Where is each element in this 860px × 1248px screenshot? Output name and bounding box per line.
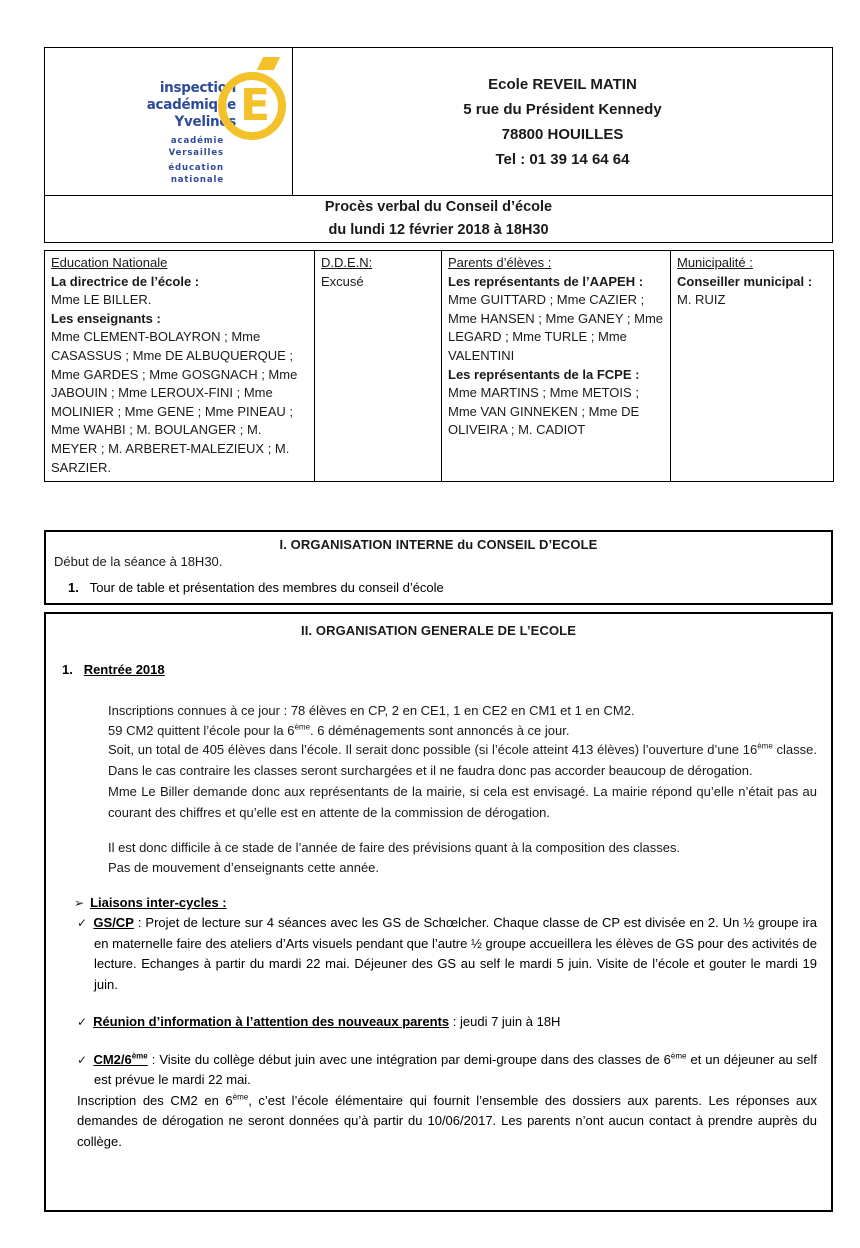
rentree-line-2-b: . 6 déménagements sont annoncés à ce jour. bbox=[310, 722, 570, 738]
logo-versailles-text: Versailles bbox=[168, 147, 224, 158]
cm2-l2-sup: ème bbox=[232, 1092, 249, 1102]
section-2-item-1-heading bbox=[56, 660, 821, 679]
spacer-before-reunion bbox=[56, 995, 821, 1012]
meeting-title: Procès verbal du Conseil d’école bbox=[324, 199, 553, 215]
rentree-line-1: Inscriptions connues à ce jour : 78 élèves en CP, 2 en CE1, 1 en CE2 en CM1 et 1 en CM2. bbox=[108, 703, 635, 718]
rentree-paragraph-3-line-2: Pas de mouvement d’enseignants cette année. bbox=[108, 859, 380, 875]
logo-academie-block bbox=[61, 136, 224, 159]
logo-academie-text: académie bbox=[170, 136, 224, 146]
paragraph-gap bbox=[108, 823, 817, 838]
rentree-line-3-a: Soit, un total de 405 élèves dans l’école. Il serait donc possible (si l’école atteint 413 élèves) l’ouverture d’une 16 bbox=[108, 742, 758, 757]
section-1-start-line: Début de la séance à 18H30. bbox=[54, 554, 223, 569]
school-phone: Tel : 01 39 14 64 64 bbox=[495, 150, 630, 168]
liaisons-title: Liaisons inter-cycles : bbox=[90, 895, 227, 910]
reunion-label: Réunion d’information à l’attention des nouveaux parents bbox=[93, 1014, 450, 1029]
rentree-paragraph-3-line-1: Il est donc difficile à ce stade de l’année de faire des prévisions quant à la composition des classes. bbox=[108, 840, 681, 855]
rentree-line-3-b: classe. Dans le cas contraire les classes seront surchargées et il ne faudra donc pas accorder beaucoup de dérogation. bbox=[108, 742, 817, 778]
spacer-before-liaisons bbox=[56, 877, 821, 893]
attendees-education-nationale-cell bbox=[45, 251, 315, 482]
logo-cell bbox=[45, 48, 293, 196]
col4-value: M. RUIZ bbox=[677, 292, 726, 308]
section-2-title: II. ORGANISATION GENERALE DE L’ECOLE bbox=[301, 623, 576, 638]
col3-heading: Parents d’élèves : bbox=[448, 255, 552, 270]
rentree-line-3-sup: ème bbox=[757, 741, 773, 751]
rentree-line-2-a: 59 CM2 quittent l’école pour la 6 bbox=[108, 722, 295, 738]
rentree-line-2 bbox=[108, 721, 817, 741]
section-2-box bbox=[44, 612, 833, 1212]
attendees-parents-cell bbox=[442, 251, 671, 482]
logo-education-text: éducation bbox=[168, 163, 224, 173]
cm2-label-a: CM2/6 bbox=[93, 1051, 132, 1067]
gscp-label: GS/CP bbox=[93, 915, 134, 930]
attendees-row bbox=[45, 251, 834, 482]
cm2-l2-a: Inscription des CM2 en 6 bbox=[77, 1092, 233, 1108]
cm2-text-sup: ème bbox=[670, 1051, 687, 1061]
col4-heading: Municipalité : bbox=[677, 255, 753, 270]
col1-subheading-enseignants: Les enseignants : bbox=[51, 310, 161, 326]
col2-value: Excusé bbox=[321, 273, 364, 289]
liaison-reunion-item bbox=[56, 1012, 817, 1033]
cm2-text-a: : Visite du collège début juin avec une intégration par demi-groupe dans des classes de 6 bbox=[147, 1051, 671, 1067]
meeting-date: du lundi 12 février 2018 à 18H30 bbox=[328, 222, 549, 238]
check-bullet-icon-reunion: ✓ bbox=[77, 1015, 88, 1029]
section-1-item-1-number: 1. bbox=[68, 579, 79, 595]
rentree-paragraph-2: Mme Le Biller demande donc aux représentants de la mairie, si cela est envisagé. La mairie répond qu’elle n’était pas au courant des chiffres et qu’elle est en attente de la commission de dérogation. bbox=[108, 784, 817, 820]
attendees-municipalite-cell bbox=[671, 251, 834, 482]
col3-aapeh-list: Mme GUITTARD ; Mme CAZIER ; Mme HANSEN ; Mme GANEY ; Mme LEGARD ; Mme TURLE ; Mme VALENTINI bbox=[448, 292, 664, 363]
section-1-item-1 bbox=[54, 578, 823, 598]
col3-subheading-aapeh: Les représentants de l’AAPEH : bbox=[448, 273, 644, 289]
section-1-item-1-text: Tour de table et présentation des membres du conseil d’école bbox=[89, 579, 444, 595]
liaison-gscp-item bbox=[56, 913, 817, 995]
logo-accent-icon bbox=[257, 57, 280, 70]
school-city: 78800 HOUILLES bbox=[501, 125, 624, 143]
header-table bbox=[44, 47, 833, 243]
rentree-line-2-sup: ème bbox=[294, 722, 311, 732]
logo-inspection-text: inspection académique bbox=[146, 80, 236, 113]
cm2-l2-b: , c’est l’école élémentaire qui fournit l’ensemble des dossiers aux parents. Les réponses aux demandes de dérogation ne seront données qu’à partir du 10/06/2017. Les parents n’ont aucun contact à prendre auprès du collège. bbox=[77, 1092, 817, 1149]
spacer-before-cm2 bbox=[56, 1033, 821, 1050]
check-bullet-icon-gscp: ✓ bbox=[77, 916, 88, 930]
header-row-title bbox=[45, 196, 833, 243]
reunion-text: : jeudi 7 juin à 18H bbox=[449, 1014, 561, 1029]
col3-subheading-fcpe: Les représentants de la FCPE : bbox=[448, 366, 640, 382]
academy-logo bbox=[45, 48, 292, 195]
section-2-item-1-title: Rentrée 2018 bbox=[83, 662, 165, 677]
col1-directrice-name: Mme LE BILLER. bbox=[51, 292, 152, 308]
col3-fcpe-list: Mme MARTINS ; Mme METOIS ; Mme VAN GINNEKEN ; Mme DE OLIVEIRA ; M. CADIOT bbox=[448, 385, 640, 438]
cm2-label bbox=[93, 1052, 147, 1067]
col1-teachers-list: Mme CLEMENT-BOLAYRON ; Mme CASASSUS ; Mme DE ALBUQUERQUE ; Mme GARDES ; Mme GOSGNACH ; Mme JABOUIN ; Mme LEROUX-FINI ; Mme MOLINIER ; Mme GENE ; Mme PINEAU ; Mme WAHBI ; M. BOULANGER ; M. MEYER ; M. ARBERET-MALEZIEUX ; M. SARZIER. bbox=[51, 329, 298, 475]
school-street: 5 rue du Président Kennedy bbox=[463, 100, 662, 118]
col2-heading: D.D.E.N: bbox=[321, 255, 373, 270]
cm2-label-sup: ème bbox=[131, 1051, 148, 1061]
col1-subheading-directrice: La directrice de l’école : bbox=[51, 273, 200, 289]
logo-yvelines-text: Yvelines bbox=[174, 114, 236, 130]
attendees-dden-cell bbox=[315, 251, 442, 482]
rentree-paragraph-1 bbox=[108, 701, 817, 877]
logo-nationale-text: nationale bbox=[170, 174, 224, 185]
liaisons-heading bbox=[56, 893, 821, 913]
cm2-text-b: et un déjeuner au self est prévue le mardi 22 mai. bbox=[94, 1051, 817, 1087]
section-2-item-1-number: 1. bbox=[62, 662, 73, 677]
meeting-title-cell bbox=[45, 196, 833, 243]
logo-education-block bbox=[61, 163, 224, 186]
school-name: Ecole REVEIL MATIN bbox=[488, 75, 637, 93]
header-row-logo bbox=[45, 48, 833, 196]
attendees-table bbox=[44, 250, 834, 482]
cm2-inscription-paragraph bbox=[56, 1091, 817, 1153]
school-address-cell bbox=[293, 48, 833, 196]
section-1-box bbox=[44, 530, 833, 605]
col1-heading: Education Nationale bbox=[51, 255, 168, 270]
gscp-text: : Projet de lecture sur 4 séances avec les GS de Schœlcher. Chaque classe de CP est divisée en 2. Un ½ groupe ira en maternelle faire des ateliers d’Arts visuels pendant que l’autre ½ groupe accueillera les élèves de GS pour des activités de lecture. Echanges à partir du mardi 22 mai. Déjeuner des GS au self le mardi 5 juin. Visite de l’école et gouter le mardi 19 juin. bbox=[94, 915, 817, 992]
logo-letter-e: E bbox=[240, 80, 271, 131]
liaison-cm2-item bbox=[56, 1050, 817, 1091]
section-1-title: I. ORGANISATION INTERNE du CONSEIL D’ECOLE bbox=[279, 537, 598, 552]
rentree-line-3 bbox=[108, 740, 817, 781]
logo-title-line1 bbox=[73, 80, 236, 131]
arrow-bullet-icon: ➢ bbox=[74, 896, 85, 910]
col4-subheading: Conseiller municipal : bbox=[677, 273, 813, 289]
check-bullet-icon-cm2: ✓ bbox=[77, 1052, 88, 1067]
